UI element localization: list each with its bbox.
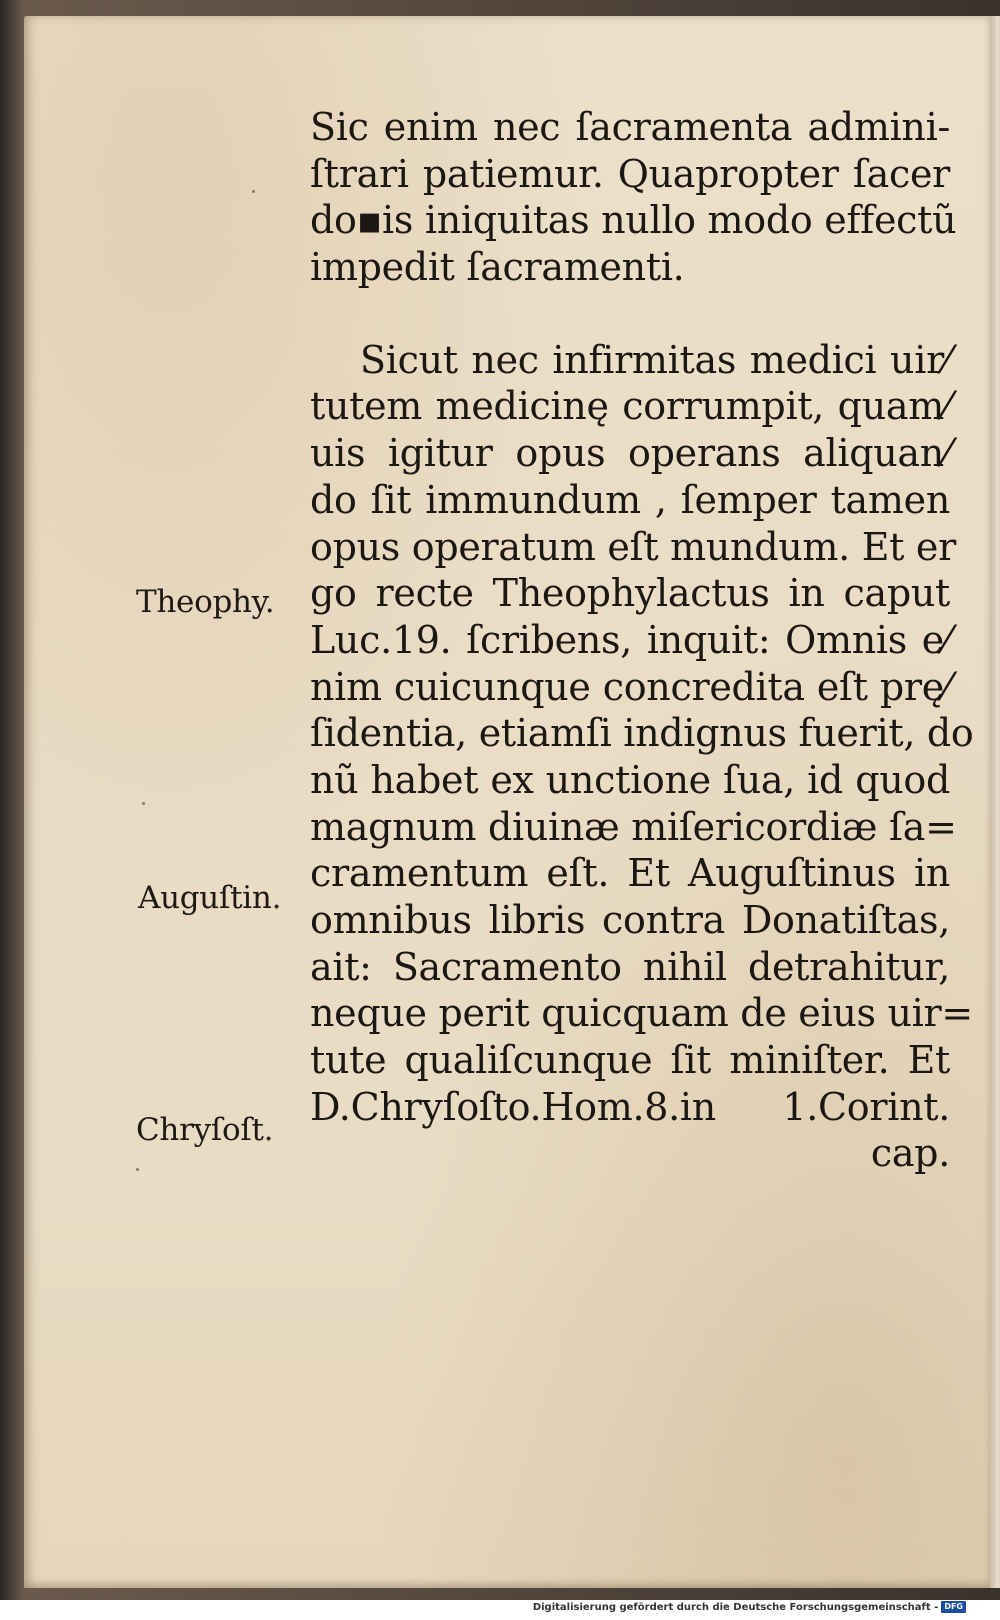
text-line: D.Chryſoſto.Hom.8.in 1.Corint. [310, 1084, 950, 1129]
text-line: omnibus libris contra Donatiſtas, [310, 898, 950, 942]
paragraph-gap [310, 291, 950, 337]
text-line: do▪is iniquitas nullo modo effectũ [310, 198, 957, 243]
credit-text: Digitalisierung gefördert durch die Deutsche Forschungsgemeinschaft - [532, 1601, 939, 1613]
text-line: do ſit immundum , ſemper tamen [310, 477, 950, 522]
paper-speck [136, 1168, 139, 1171]
margin-note-chrysost: Chryſoſt. [136, 1112, 274, 1148]
text-line: magnum diuinæ miſericordiæ ſa= [310, 804, 957, 849]
text-line: tute qualiſcunque ſit miniſter. Et [310, 1038, 950, 1083]
text-line: ſidentia, etiamſi indignus fuerit, do [310, 711, 974, 756]
text-line: nim cuicunque concredita eſt prę⁄ [310, 664, 950, 709]
catchword: cap. [870, 1131, 950, 1176]
text-line: cramentum eſt. Et Auguſtinus in [310, 851, 950, 896]
book-page [24, 16, 1000, 1588]
text-line: neque perit quicquam de eius uir= [310, 991, 973, 1036]
page-edge [990, 16, 1000, 1588]
text-line: Sic enim nec ſacramenta admini- [310, 105, 950, 149]
text-line: impedit ſacramenti. [310, 245, 685, 290]
paper-speck [252, 190, 255, 193]
text-line: go recte Theophylactus in caput [310, 571, 950, 616]
body-text [310, 104, 974, 1177]
margin-note-theophy: Theophy. [136, 584, 275, 620]
digitization-credit [533, 1601, 966, 1613]
margin-note-augustin: Auguſtin. [138, 880, 282, 916]
paper-speck [142, 802, 145, 805]
dfg-logo: DFG [941, 1601, 966, 1613]
text-line: uis igitur opus operans aliquan⁄ [310, 431, 950, 476]
text-line: nũ habet ex unctione ſua, id quod [310, 757, 950, 802]
text-line: ſtrari patiemur. Quapropter ſacer [310, 151, 950, 196]
text-line: Luc.19. ſcribens, inquit: Omnis e⁄ [310, 617, 950, 662]
text-line: tutem medicinę corrumpit, quam⁄ [310, 384, 950, 429]
text-line: opus operatum eſt mundum. Et er [310, 524, 956, 569]
text-line: Sicut nec infirmitas medici uir⁄ [360, 337, 950, 382]
text-line: ait: Sacramento nihil detrahitur, [310, 944, 950, 989]
